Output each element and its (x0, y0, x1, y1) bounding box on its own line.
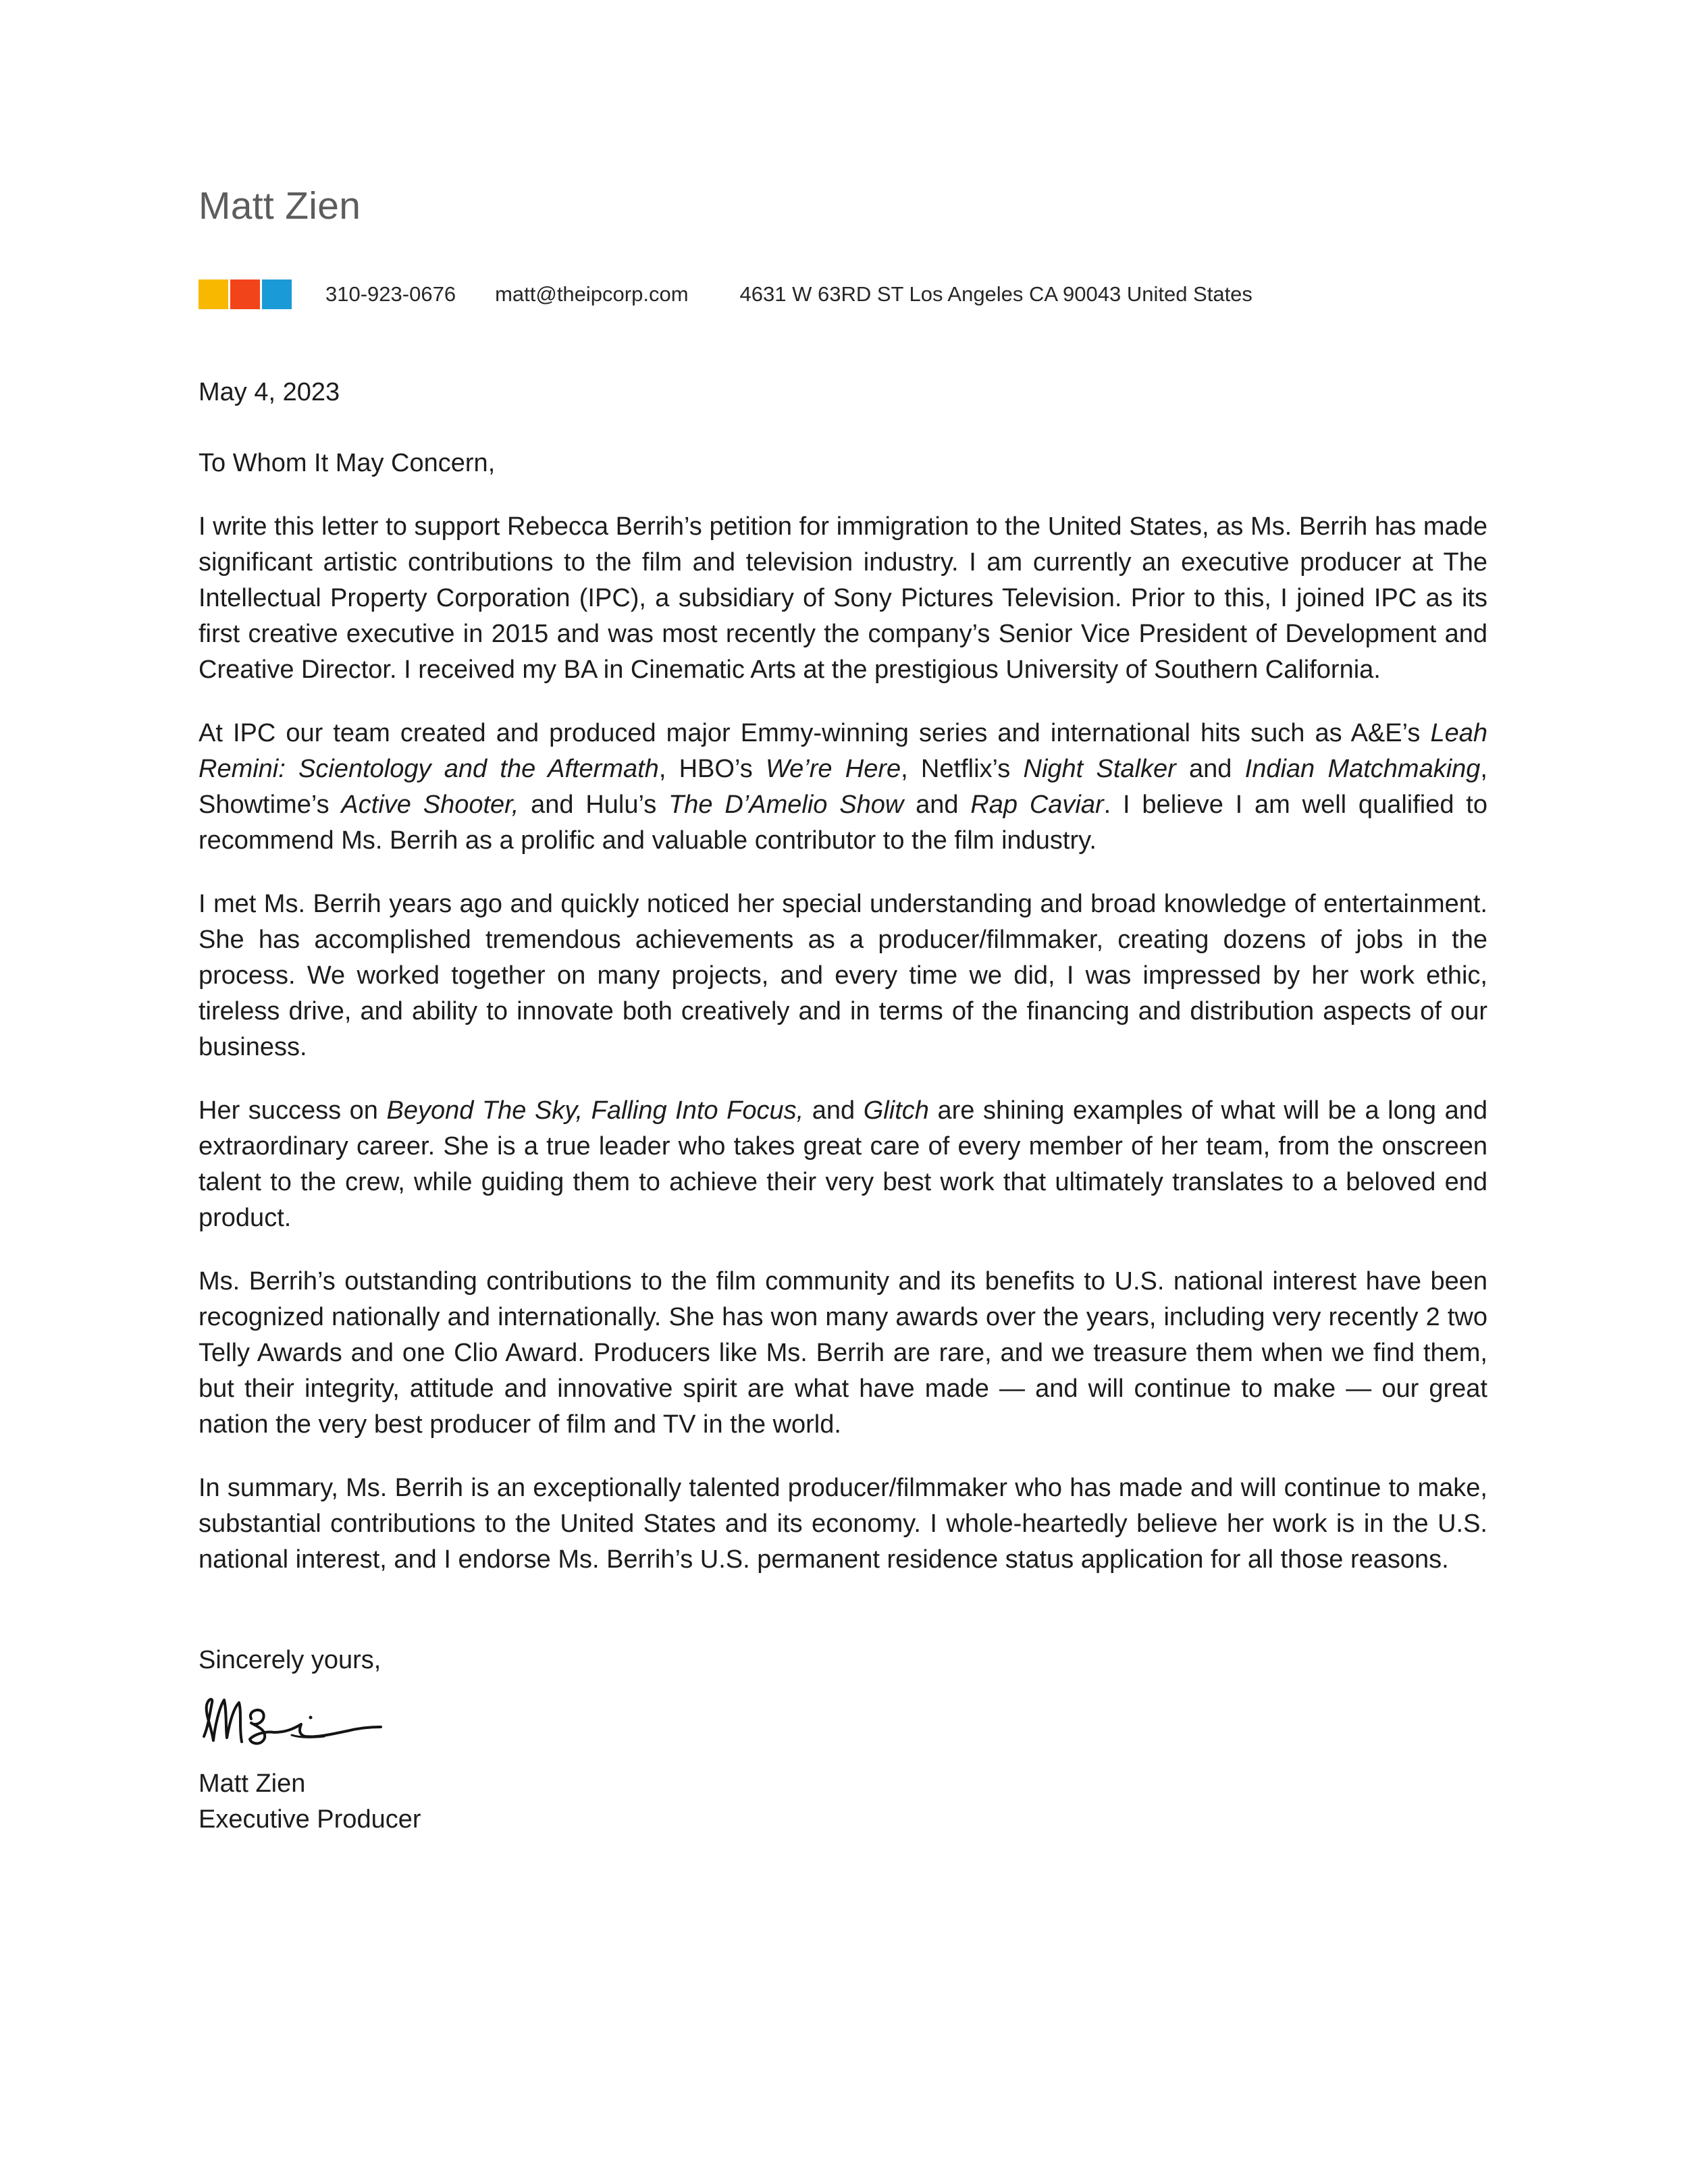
show-title: Night Stalker (1023, 755, 1176, 783)
text-run: , HBO’s (658, 755, 766, 783)
paragraph-summary: In summary, Ms. Berrih is an exceptionally talented producer/filmmaker who has made and will continue to make, substantial contributions to the United States and its economy. I whole-heartedly believe her work is in the U.S. national interest, and I endorse Ms. Berrih’s U.S. permanent residence status application for all those reasons. (199, 1474, 1487, 1574)
text-run: and (903, 791, 971, 819)
show-title: Leah Remini: Scientology and the Aftermath (199, 719, 1487, 783)
text-run: Her success on (199, 1096, 387, 1125)
logo-square-yellow (199, 279, 228, 309)
show-title: Indian Matchmaking (1244, 755, 1481, 783)
handwritten-signature (199, 1688, 384, 1755)
show-title: Rap Caviar (970, 791, 1104, 819)
letter-content (199, 375, 1487, 1838)
paragraph-acquaintance: I met Ms. Berrih years ago and quickly noticed her special understanding and broad knowledge of entertainment. She has accomplished tremendous achievements as a producer/filmmaker, creating dozens of jobs in the process. We worked together on many projects, and every time we did, I was impressed by her work ethic, tireless drive, and ability to innovate both creatively and in terms of the financing and distribution aspects of our business. (199, 890, 1487, 1061)
mailing-address: 4631 W 63RD ST Los Angeles CA 90043 United States (739, 282, 1252, 306)
text-run: At IPC our team created and produced major Emmy-winning series and international hits such as A&E’s (199, 719, 1431, 747)
closing: Sincerely yours, (199, 1646, 381, 1674)
email-address: matt@theipcorp.com (495, 282, 689, 306)
show-title: The D’Amelio Show (668, 791, 904, 819)
contact-row (199, 279, 1252, 309)
paragraph-intro: I write this letter to support Rebecca Berrih’s petition for immigration to the United States, as Ms. Berrih has made significant artistic contributions to the film and television industry. I am currently an executive producer at The Intellectual Property Corporation (IPC), a subsidiary of Sony Pictures Television. Prior to this, I joined IPC as its first creative executive in 2015 and was most recently the company’s Senior Vice President of Development and Creative Director. I received my BA in Cinematic Arts at the prestigious University of Southern California. (199, 512, 1487, 684)
phone-number: 310-923-0676 (325, 282, 456, 306)
brand-logo (199, 279, 292, 309)
show-title: Active Shooter, (341, 791, 519, 819)
text-run: , Netflix’s (901, 755, 1024, 783)
text-run: and Hulu’s (519, 791, 669, 819)
text-run: and (803, 1096, 864, 1125)
film-title: Glitch (863, 1096, 929, 1125)
film-titles: Beyond The Sky, Falling Into Focus, (386, 1096, 804, 1125)
show-title: We’re Here (765, 755, 901, 783)
logo-square-blue (262, 279, 292, 309)
paragraph-ipc-credits (199, 716, 1487, 859)
letter-date: May 4, 2023 (199, 378, 340, 406)
logo-square-red (230, 279, 260, 309)
sender-name: Matt Zien (199, 184, 361, 228)
text-run: and (1176, 755, 1245, 783)
paragraph-success (199, 1093, 1487, 1236)
text-run: . I believe I am well qualified to recommend Ms. Berrih as a prolific and valuable contributor to the film industry. (199, 791, 1487, 855)
signer-title: Executive Producer (199, 1805, 421, 1834)
text-run: are shining examples of what will be a long and extraordinary career. She is a true leader who takes great care of every member of her team, from the onscreen talent to the crew, while guiding them to achieve their very best work that ultimately translates to a beloved end product. (199, 1096, 1487, 1232)
signer-name: Matt Zien (199, 1769, 306, 1798)
text-run: , Showtime’s (199, 755, 1487, 819)
salutation: To Whom It May Concern, (199, 449, 496, 477)
paragraph-recognition: Ms. Berrih’s outstanding contributions to the film community and its benefits to U.S. national interest have been recognized nationally and internationally. She has won many awards over the years, including very recently 2 two Telly Awards and one Clio Award. Producers like Ms. Berrih are rare, and we treasure them when we find them, but their integrity, attitude and innovative spirit are what have made — and will continue to make — our great nation the very best producer of film and TV in the world. (199, 1267, 1487, 1439)
